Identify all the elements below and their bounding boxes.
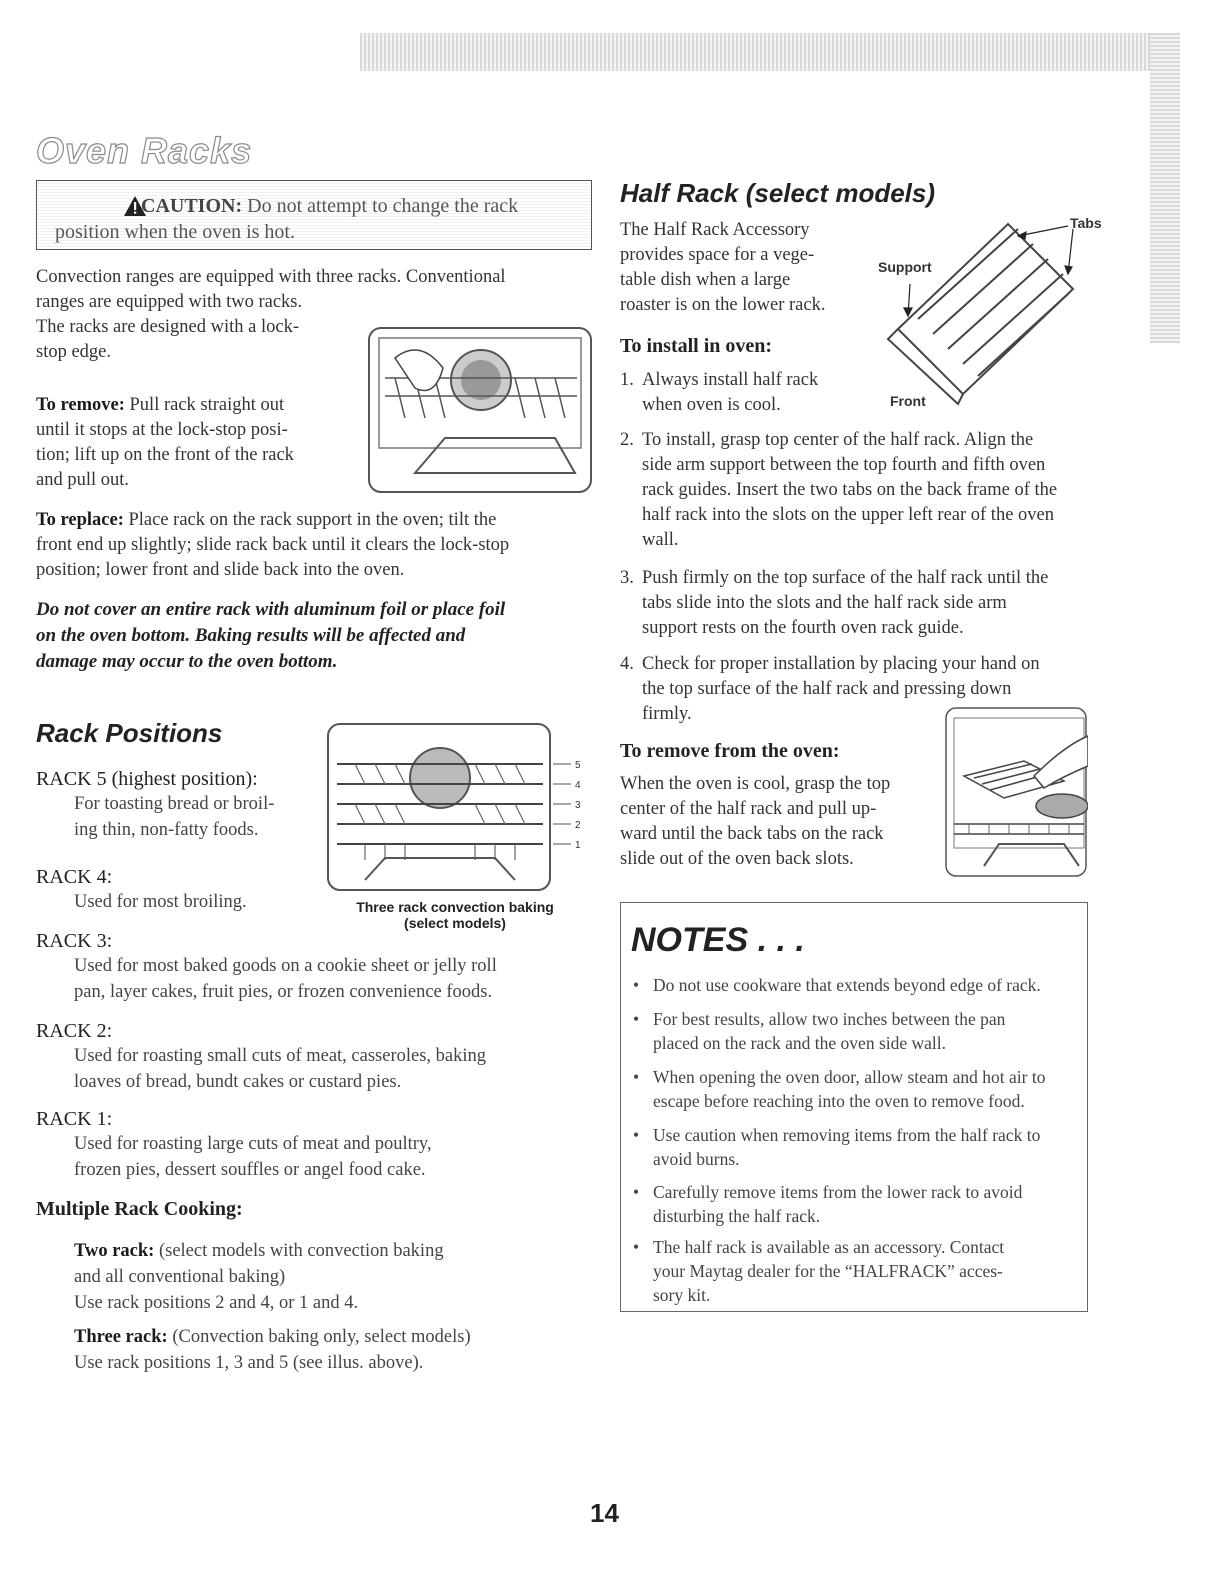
intro-line: The racks are designed with a lock- — [36, 317, 300, 337]
page-title: Oven Racks — [36, 130, 253, 171]
support-label: Support — [878, 259, 932, 275]
tick-label: 4 — [575, 780, 581, 791]
rack-5-entry: RACK 5 (highest position): For toasting bread or broil- ing thin, non-fatty foods. — [36, 768, 275, 840]
replace-line: Place rack on the rack support in the oven; tilt the — [128, 510, 497, 530]
intro-line: stop edge. — [36, 342, 112, 362]
page-number: 14 — [590, 1498, 619, 1528]
tick-label: 5 — [575, 760, 581, 771]
half-rack-intro: The Half Rack Accessory provides space for a vege- table dish when a large roaster is on the lower rack. — [620, 220, 826, 315]
warning-line: Do not cover an entire rack with aluminum foil or place foil — [36, 599, 506, 620]
intro-line: ranges are equipped with two racks. — [36, 292, 303, 312]
note-item: • The half rack is available as an accessory. Contact your Maytag dealer for the “HALFRACK” acces- sory kit. — [633, 1237, 1005, 1305]
bullet-icon: • — [633, 1125, 640, 1145]
multiple-rack-heading: Multiple Rack Cooking: — [36, 1198, 243, 1220]
bullet-icon: • — [633, 1182, 640, 1202]
half-rack-illustration — [868, 214, 1108, 430]
rack-4-entry: RACK 4: Used for most broiling. — [36, 866, 247, 912]
half-rack-remove-heading: To remove from the oven: — [620, 740, 840, 762]
note-item: • Carefully remove items from the lower rack to avoid disturbing the half rack. — [633, 1182, 1023, 1226]
notes-title: NOTES . . . — [631, 921, 805, 959]
note-item: • Use caution when removing items from the half rack to avoid burns. — [633, 1125, 1041, 1169]
bullet-icon: • — [633, 1067, 640, 1087]
bullet-icon: • — [633, 1009, 640, 1029]
tick-label: 2 — [575, 820, 581, 831]
notes-box — [620, 902, 1088, 1312]
caution-text: Do not attempt to change the rack position when the oven is hot. — [55, 195, 519, 243]
rack-3-entry: RACK 3: Used for most baked goods on a cookie sheet or jelly roll pan, layer cakes, fruit pies, or frozen convenience foods. — [36, 930, 497, 1002]
remove-line: Pull rack straight out — [129, 395, 285, 415]
remove-line: and pull out. — [36, 470, 130, 490]
tick-label: 3 — [575, 800, 581, 811]
half-rack-oven-illustration — [944, 706, 1088, 878]
rack-2-entry: RACK 2: Used for roasting small cuts of meat, casseroles, baking loaves of bread, bundt cakes or custard pies. — [36, 1020, 487, 1092]
front-label: Front — [890, 393, 926, 409]
three-rack-entry: Three rack: (Convection baking only, select models) Use rack positions 1, 3 and 5 (see illus. above). — [74, 1327, 471, 1373]
note-item: • Do not use cookware that extends beyond edge of rack. — [633, 975, 1041, 995]
foil-warning — [36, 597, 592, 675]
replace-line: position; lower front and slide back into the oven. — [36, 560, 405, 580]
header-band — [360, 33, 1168, 71]
two-rack-entry: Two rack: (select models with convection baking and all conventional baking) Use rack positions 2 and 4, or 1 and 4. — [74, 1241, 444, 1313]
install-step-1: 1. Always install half rack when oven is cool. — [620, 370, 819, 415]
tick-label: 1 — [575, 840, 581, 851]
bullet-icon: • — [633, 975, 640, 995]
rack-positions-heading: Rack Positions — [36, 718, 223, 748]
install-step-3: 3. Push firmly on the top surface of the half rack until the tabs slide into the slots and the half rack side arm support rests on the fourth oven rack guide. — [620, 568, 1049, 638]
replace-line: front end up slightly; slide rack back until it clears the lock-stop — [36, 535, 510, 555]
remove-line: tion; lift up on the front of the rack — [36, 445, 294, 465]
note-item: • When opening the oven door, allow steam and hot air to escape before reaching into the oven to remove food. — [633, 1067, 1046, 1111]
half-rack-heading: Half Rack (select models) — [620, 178, 936, 208]
remove-label: To remove: — [36, 395, 125, 415]
install-heading: To install in oven: — [620, 335, 773, 357]
rack-1-entry: RACK 1: Used for roasting large cuts of meat and poultry, frozen pies, dessert souffles or angel food cake. — [36, 1108, 432, 1180]
intro-line: Convection ranges are equipped with three racks. Conventional — [36, 267, 506, 287]
side-band — [1150, 33, 1180, 343]
oven-rack-illustration — [365, 318, 597, 494]
tabs-label: Tabs — [1070, 215, 1102, 231]
warning-line: damage may occur to the oven bottom. — [36, 651, 338, 672]
half-rack-remove-text: When the oven is cool, grasp the top center of the half rack and pull up- ward until the back tabs on the rack slide out of the oven back slots. — [620, 774, 891, 869]
replace-instructions — [36, 508, 606, 583]
illustration-caption: Three rack convection baking (select models) — [356, 899, 554, 931]
warning-line: on the oven bottom. Baking results will be affected and — [36, 625, 466, 646]
bullet-icon: • — [633, 1237, 640, 1257]
caution-label: CAUTION: — [141, 195, 243, 217]
note-item: • For best results, allow two inches between the pan placed on the rack and the oven side wall. — [633, 1009, 1006, 1053]
remove-instructions — [36, 393, 356, 493]
install-step-2: 2. To install, grasp top center of the half rack. Align the side arm support between the top fourth and fifth oven rack guides. Insert the two tabs on the back frame of the half rack into the slots on the upper left rear of the oven wall. — [620, 430, 1058, 550]
caution-box — [36, 180, 592, 250]
install-step-4: 4. Check for proper installation by placing your hand on the top surface of the half rack and pressing down firmly. — [620, 654, 1040, 724]
remove-line: until it stops at the lock-stop posi- — [36, 420, 288, 440]
rack-positions-illustration — [325, 720, 595, 896]
replace-label: To replace: — [36, 510, 124, 530]
